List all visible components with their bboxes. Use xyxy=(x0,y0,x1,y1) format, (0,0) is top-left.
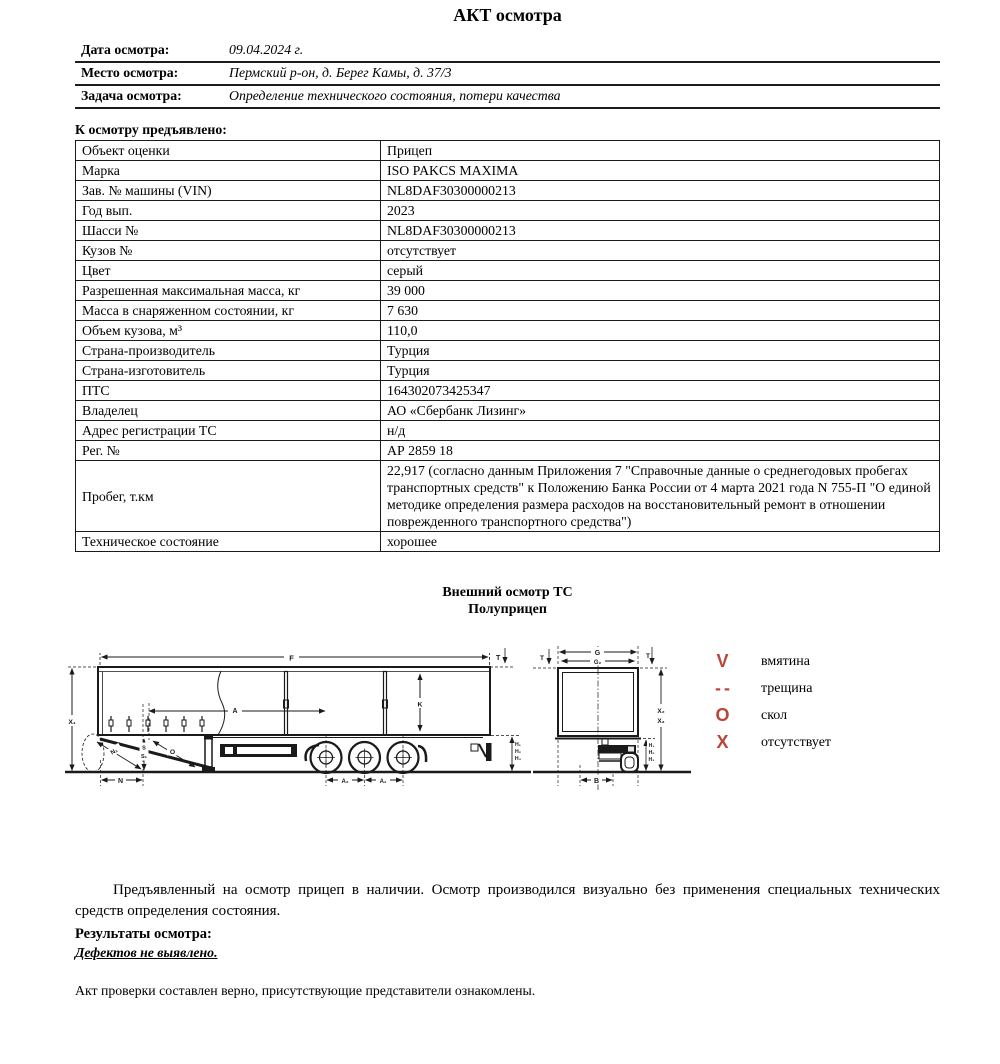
table-row xyxy=(76,381,940,401)
dim-label-b: B xyxy=(593,778,600,785)
dim-label-f: F xyxy=(289,653,294,663)
row-value-cell: 7 630 xyxy=(381,301,940,321)
vehicle-spec-table xyxy=(75,140,940,552)
dim-label-s1: S₁ xyxy=(141,754,147,760)
inspection-heading xyxy=(75,584,940,618)
dim-label-x2: X₂ xyxy=(657,708,665,715)
dim-label-h3-rear: H₃ xyxy=(648,757,655,763)
inspection-paragraph: Предъявленный на осмотр прицеп в наличии. Осмотр производился визуально без применения специальных технических средств определения состояния. xyxy=(75,882,940,919)
table-caption: К осмотру предъявлено: xyxy=(75,122,227,137)
inspection-heading-line2: Полуприцеп xyxy=(468,602,547,617)
row-label-cell: Год вып. xyxy=(76,201,381,221)
row-value-cell: Турция xyxy=(381,361,940,381)
table-row xyxy=(76,241,940,261)
legend-label: скол xyxy=(761,707,788,723)
row-value-cell: 22,917 (согласно данным Приложения 7 "Справочные данные о среднегодовых пробегах транспортных средств" к Положению Банка России от 4 марта 2021 года N 755-П "О единой методике определения размера расходов на восстановительный ремонт в отношении поврежденного транспортного средства") xyxy=(381,461,940,532)
dim-label-h2-rear: H₂ xyxy=(648,750,655,756)
row-label-cell: Цвет xyxy=(76,261,381,281)
curtain-buckles xyxy=(109,716,204,732)
dim-label-k: K xyxy=(417,701,423,709)
table-row xyxy=(76,281,940,301)
dim-label-g2: G₂ xyxy=(593,659,602,666)
row-value-cell: 164302073425347 xyxy=(381,381,940,401)
dim-label-n1: N₁ xyxy=(109,746,120,757)
header-fields xyxy=(75,40,940,109)
defect-legend xyxy=(697,648,831,756)
dim-label-t-rear-left: T xyxy=(540,655,544,662)
table-row xyxy=(76,401,940,421)
table-row xyxy=(76,161,940,181)
results-label: Результаты осмотра: xyxy=(75,926,212,942)
row-value-cell: хорошее xyxy=(381,532,940,552)
rear-view-group xyxy=(533,646,691,790)
row-label-cell: Разрешенная максимальная масса, кг xyxy=(76,281,381,301)
dim-label-t-side: T xyxy=(496,655,501,662)
field-label: Задача осмотра: xyxy=(81,88,182,103)
row-label-cell: Страна-производитель xyxy=(76,341,381,361)
field-label: Место осмотра: xyxy=(81,65,179,80)
header-field-row xyxy=(75,40,940,63)
table-row xyxy=(76,141,940,161)
table-row xyxy=(76,361,940,381)
row-label-cell: Шасси № xyxy=(76,221,381,241)
wheel xyxy=(349,742,380,773)
chip-symbol: O xyxy=(715,705,729,725)
table-row xyxy=(76,532,940,552)
trailer-technical-drawing xyxy=(63,640,695,822)
row-value-cell: отсутствует xyxy=(381,241,940,261)
row-value-cell: 2023 xyxy=(381,201,940,221)
legend-label: вмятина xyxy=(761,653,810,669)
row-value-cell: 39 000 xyxy=(381,281,940,301)
row-label-cell: Масса в снаряженном состоянии, кг xyxy=(76,301,381,321)
row-label-cell: Зав. № машины (VIN) xyxy=(76,181,381,201)
row-value-cell: 110,0 xyxy=(381,321,940,341)
dim-label-o: O xyxy=(169,749,176,756)
dim-label-g: G xyxy=(594,650,601,657)
row-label-cell: Владелец xyxy=(76,401,381,421)
row-value-cell: Прицеп xyxy=(381,141,940,161)
field-value: Пермский р-он, д. Берег Камы, д. 37/3 xyxy=(229,65,452,80)
rear-bumper xyxy=(471,743,492,761)
table-row xyxy=(76,461,940,532)
row-label-cell: Марка xyxy=(76,161,381,181)
table-row xyxy=(76,201,940,221)
table-row xyxy=(76,321,940,341)
dim-label-h3-side: H₃ xyxy=(514,756,522,762)
legend-label: трещина xyxy=(761,680,813,696)
table-row xyxy=(76,221,940,241)
missing-symbol: X xyxy=(716,732,728,752)
dim-label-x3: X₃ xyxy=(657,718,665,725)
field-value: Определение технического состояния, потери качества xyxy=(229,88,561,103)
side-view-group xyxy=(64,648,531,786)
curtain-post xyxy=(284,672,289,736)
trailer-diagram-figure xyxy=(68,640,940,830)
row-value-cell: Турция xyxy=(381,341,940,361)
legend-label: отсутствует xyxy=(761,734,832,750)
row-label-cell: Кузов № xyxy=(76,241,381,261)
table-row xyxy=(76,421,940,441)
table-row xyxy=(76,261,940,281)
header-field-row xyxy=(75,63,940,86)
dim-label-h2-side: H₂ xyxy=(514,749,522,755)
curtain-post xyxy=(383,672,388,736)
results-value: Дефектов не выявлено. xyxy=(75,945,218,960)
dim-label-a: A xyxy=(232,708,238,715)
row-label-cell: Адрес регистрации ТС xyxy=(76,421,381,441)
row-label-cell: ПТС xyxy=(76,381,381,401)
legend-item xyxy=(697,702,831,729)
row-value-cell: серый xyxy=(381,261,940,281)
dim-label-a1: A₁ xyxy=(379,778,387,785)
field-value: 09.04.2024 г. xyxy=(229,42,304,57)
row-label-cell: Объект оценки xyxy=(76,141,381,161)
legend-item xyxy=(697,675,831,702)
row-value-cell: н/д xyxy=(381,421,940,441)
dim-label-s: S xyxy=(142,745,146,752)
table-row xyxy=(76,181,940,201)
table-row xyxy=(76,341,940,361)
field-label: Дата осмотра: xyxy=(81,42,170,57)
rear-axle-unit xyxy=(598,745,638,772)
row-label-cell: Техническое состояние xyxy=(76,532,381,552)
inspection-heading-line1: Внешний осмотр ТС xyxy=(442,585,573,600)
header-field-row xyxy=(75,86,940,109)
row-label-cell: Страна-изготовитель xyxy=(76,361,381,381)
row-value-cell: АР 2859 18 xyxy=(381,441,940,461)
dim-label-h1-rear: H₁ xyxy=(648,743,655,749)
table-row xyxy=(76,441,940,461)
row-value-cell: ISO PAKCS MAXIMA xyxy=(381,161,940,181)
row-value-cell: АО «Сбербанк Лизинг» xyxy=(381,401,940,421)
legend-item xyxy=(697,648,831,675)
dent-symbol: V xyxy=(716,651,728,671)
footer-block xyxy=(75,880,940,999)
crack-symbol: - - xyxy=(715,678,729,698)
row-label-cell: Объем кузова, м³ xyxy=(76,321,381,341)
legend-item xyxy=(697,729,831,756)
row-label-cell: Рег. № xyxy=(76,441,381,461)
dim-label-x1: X₁ xyxy=(68,719,76,726)
brand-label: KOGEL xyxy=(600,747,618,753)
dim-label-n: N xyxy=(117,778,124,785)
dim-label-a2: A₂ xyxy=(341,778,349,785)
page-title: АКТ осмотра xyxy=(453,5,562,25)
closing-statement: Акт проверки составлен верно, присутствующие представители ознакомлены. xyxy=(75,983,536,998)
dim-label-h1-side: H₁ xyxy=(515,742,521,748)
table-row xyxy=(76,301,940,321)
row-value-cell: NL8DAF30300000213 xyxy=(381,221,940,241)
row-value-cell: NL8DAF30300000213 xyxy=(381,181,940,201)
chassis-rail xyxy=(220,744,297,757)
row-label-cell: Пробег, т.км xyxy=(76,461,381,532)
dim-label-t-rear-right: T xyxy=(646,653,650,660)
